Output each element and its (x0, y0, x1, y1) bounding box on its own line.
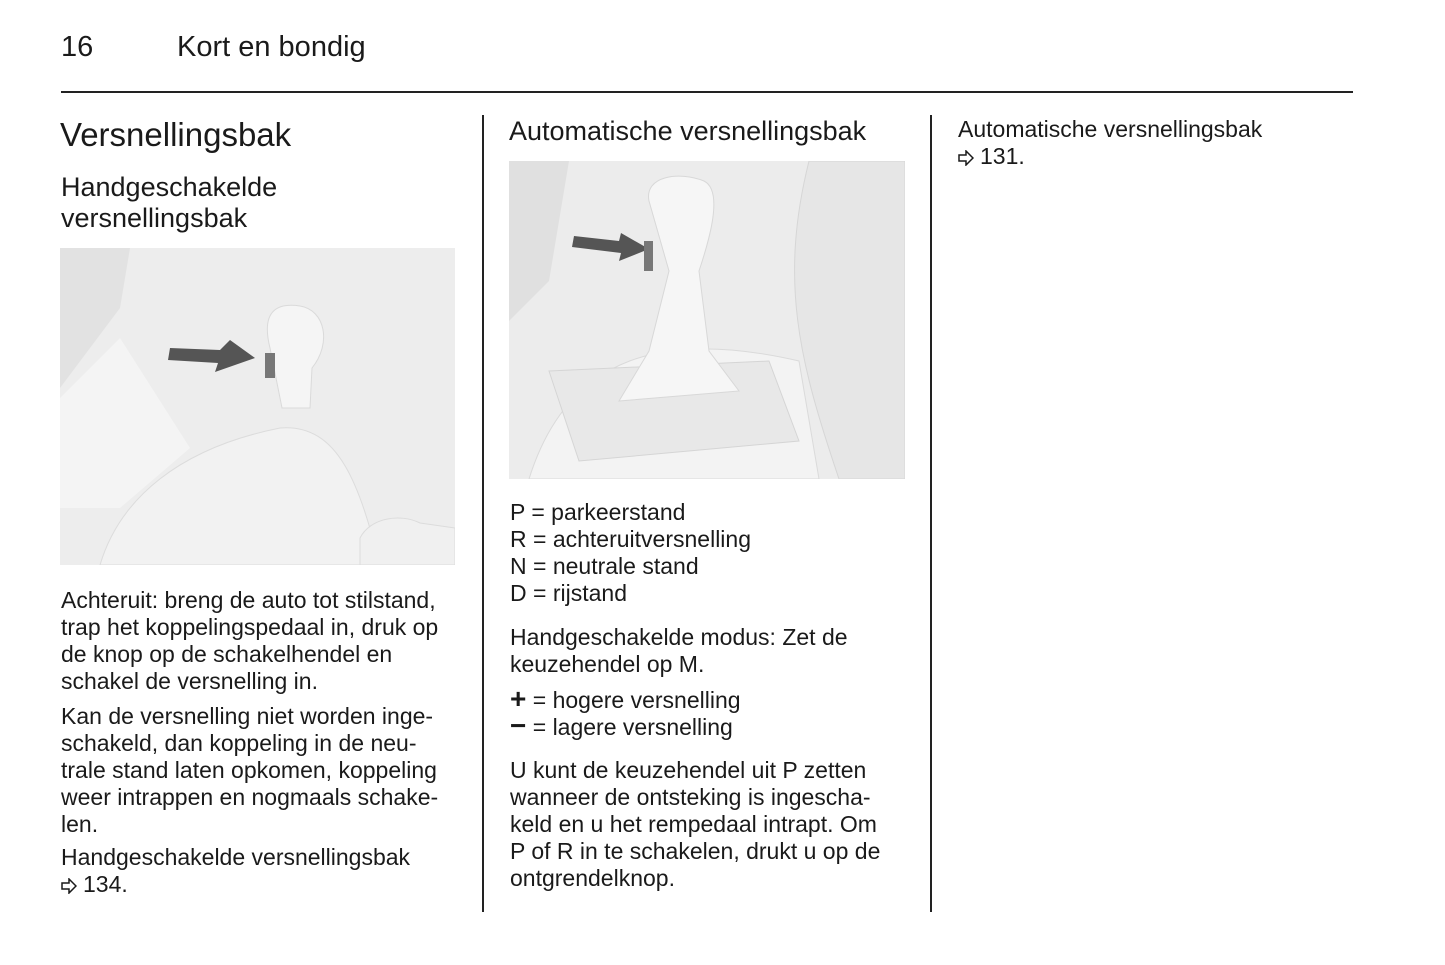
subsection-title (61, 172, 277, 234)
page-number: 16 (61, 31, 94, 63)
chapter-title: Kort en bondig (177, 31, 366, 63)
page-reference[interactable]: Automatische versnellingsbak 131. (958, 116, 1263, 169)
minus-icon: − (510, 710, 527, 741)
section-title: Automatische versnellingsbak (509, 116, 867, 146)
automatic-selector-illustration (509, 161, 905, 479)
paragraph: Handgeschakelde modus: Zet de keuzehendel op M. (510, 624, 848, 677)
section-title: Versnellingsbak (60, 116, 292, 153)
gear-position-list: P = parkeerstand R = achteruitversnelling N = neutrale stand D = rijstand (510, 499, 751, 606)
column-divider (482, 115, 484, 912)
paragraph: Kan de versnelling niet worden inge- schakeld, dan koppeling in de neu- trale stand laten opkomen, koppeling weer intrappen en nogmaals schake- len. (61, 703, 439, 837)
page-reference[interactable]: Handgeschakelde versnellingsbak 134. (61, 844, 411, 897)
column-divider (930, 115, 932, 912)
subtitle-line: versnellingsbak (61, 203, 248, 233)
paragraph: U kunt de keuzehendel uit P zetten wanneer de ontsteking is ingescha- keld en u het rempedaal intrapt. Om P of R in te schakelen, drukt u op de ontgrendelknop. (510, 757, 881, 891)
paragraph: Achteruit: breng de auto tot stilstand, trap het koppelingspedaal in, druk op de knop op de schakelhendel en schakel de versnelling in. (61, 587, 439, 694)
shift-symbol-list: + = hogere versnelling − = lagere versnelling (510, 683, 741, 741)
manual-gear-lever-illustration (60, 248, 455, 565)
page-reference-arrow-icon (958, 150, 974, 166)
subtitle-line: Handgeschakelde (61, 172, 278, 202)
header-rule (61, 91, 1353, 93)
plus-icon: + (510, 683, 527, 714)
page-reference-arrow-icon (61, 878, 77, 894)
